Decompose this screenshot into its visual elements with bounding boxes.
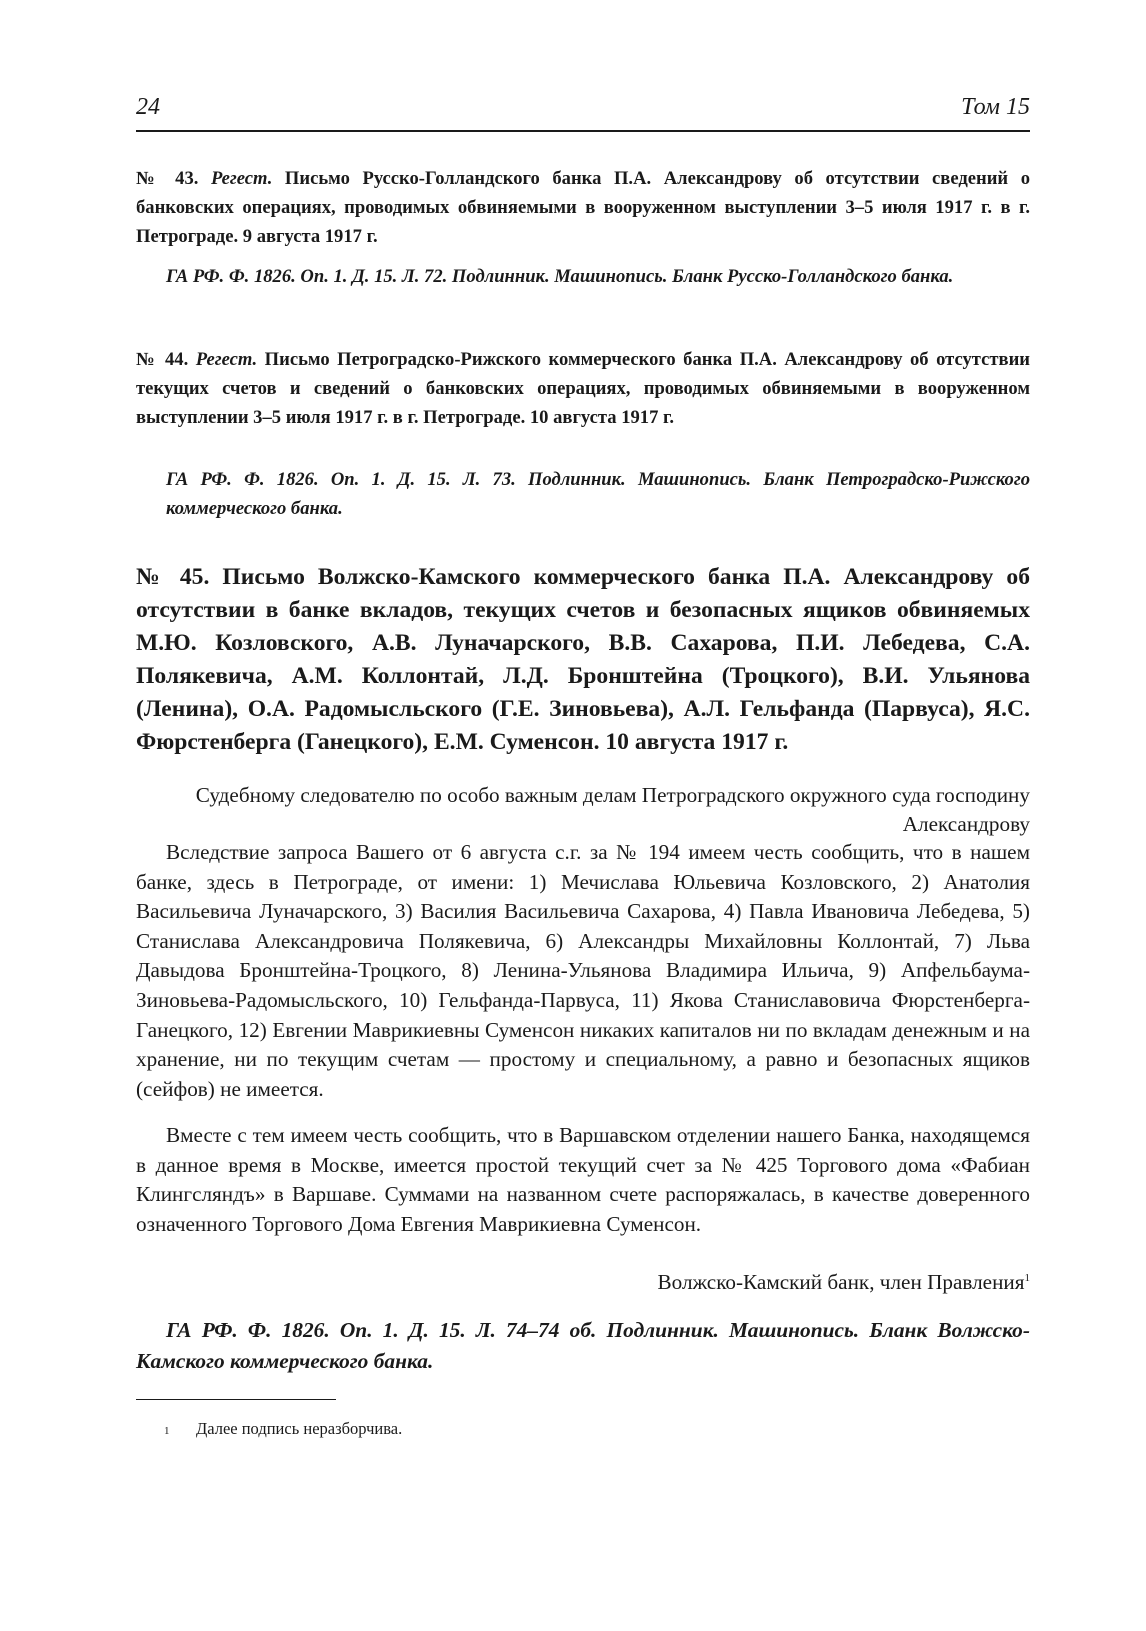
running-header xyxy=(136,94,1030,132)
footnote-text: Далее подпись неразборчива. xyxy=(196,1419,403,1438)
doc45-paragraph-1: Вследствие запроса Вашего от 6 августа с.г. за № 194 имеем честь сообщить, что в нашем банке, здесь в Петрограде, от имени: 1) Мечислава Юльевича Козловского, 2) Анатолия Васильевича Луначарского, 3) Василия Васильевича Сахарова, 4) Павла Ивановича Лебедева, 5) Станислава Александровича Полякевича, 6) Александры Михайловны Коллонтай, 7) Льва Давыдова Бронштейна-Троцкого, 8) Ленина-Ульянова Владимира Ильича, 9) Апфельбаума-Зиновьева-Радомысльского, 10) Гельфанда-Парвуса, 11) Якова Станиславовича Фюрстенберга-Ганецкого, 12) Евгении Маврикиевны Суменсон никаких капиталов ни по вкладам денежным и на хранение, ни по текущим счетам — простому и специальному, а равно и безопасных ящиков (сейфов) не имеется. xyxy=(136,840,1030,1101)
doc44-text: Письмо Петроградско-Рижского коммерческого банка П.А. Александрову об отсутствии текущих счетов и сведений о банковских операциях, проводимых обвиняемыми в вооруженном выступлении 3–5 июля 1917 г. в г. Петрограде. 10 августа 1917 г. xyxy=(136,349,1031,428)
doc44-archive-ref: ГА РФ. Ф. 1826. Оп. 1. Д. 15. Л. 73. Подлинник. Машинопись. Бланк Петроградско-Рижского коммерческого банка. xyxy=(166,469,1030,519)
doc43-number: № 43. xyxy=(136,168,199,189)
footnote xyxy=(164,1417,402,1441)
volume-label: Том 15 xyxy=(961,94,1030,120)
footnote-mark: 1 xyxy=(164,1425,170,1437)
doc44-entry xyxy=(136,345,1030,432)
doc45-title: № 45. Письмо Волжско-Камского коммерческого банка П.А. Александрову об отсутствии в банке вкладов, текущих счетов и безопасных ящиков обвиняемых М.Ю. Козловского, А.В. Луначарского, В.В. Сахарова, П.И. Лебедева, С.А. Полякевича, А.М. Коллонтай, Л.Д. Бронштейна (Троцкого), В.И. Ульянова (Ленина), О.А. Радомысльского (Г.Е. Зиновьева), А.Л. Гельфанда (Парвуса), Я.С. Фюрстенберга (Ганецкого), Е.М. Суменсон. 10 августа 1917 г. xyxy=(136,564,1030,755)
signature-text: Волжско-Камский банк, член Правления xyxy=(657,1270,1025,1295)
doc43-archive-ref: ГА РФ. Ф. 1826. Оп. 1. Д. 15. Л. 72. Подлинник. Машинопись. Бланк Русско-Голландского банка. xyxy=(166,266,954,287)
doc44-regest-label: Регест. xyxy=(195,349,258,370)
footnote-divider xyxy=(136,1399,336,1400)
doc43-text: Письмо Русско-Голландского банка П.А. Александрову об отсутствии сведений о банковских операциях, проводимых обвиняемыми в вооруженном выступлении 3–5 июля 1917 г. в г. Петрограде. 9 августа 1917 г. xyxy=(136,168,1030,247)
doc45-addressee: Судебному следователю по особо важным делам Петроградского окружного суда господину Александрову xyxy=(195,783,1030,836)
doc43-entry xyxy=(136,164,1030,251)
doc45-signature xyxy=(136,1264,1030,1297)
doc45-archive-ref: ГА РФ. Ф. 1826. Оп. 1. Д. 15. Л. 74–74 об. Подлинник. Машинопись. Бланк Волжско-Камского коммерческого банка. xyxy=(136,1318,1030,1373)
document-page xyxy=(136,0,1030,1631)
doc44-number: № 44. xyxy=(136,349,189,370)
doc43-regest-label: Регест. xyxy=(210,168,273,189)
signature-footnote-mark: 1 xyxy=(1024,1272,1030,1284)
page-number: 24 xyxy=(136,94,160,120)
doc45-paragraph-2: Вместе с тем имеем честь сообщить, что в Варшавском отделении нашего Банка, находящемся в данное время в Москве, имеется простой текущий счет за № 425 Торгового дома «Фабиан Клингсляндъ» в Варшаве. Суммами на названном счете распоряжалась, в качестве доверенного означенного Торгового Дома Евгения Маврикиевна Суменсон. xyxy=(136,1123,1030,1236)
